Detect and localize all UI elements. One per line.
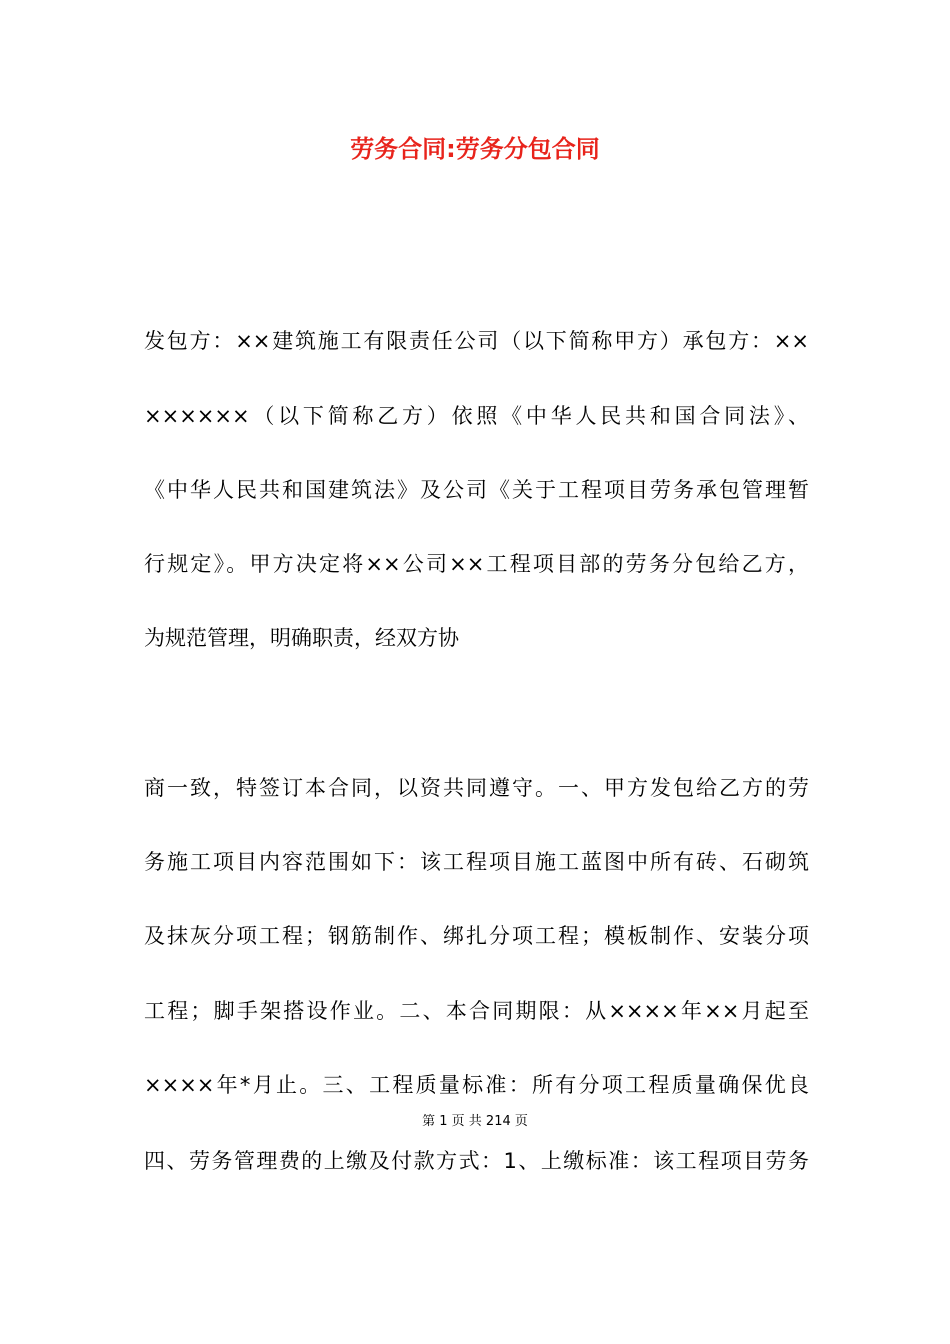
paragraph2-line-3: 及抹灰分项工程；钢筋制作、绑扎分项工程；模板制作、安装分项 xyxy=(144,924,809,948)
paragraph2-line-1: 商一致，特签订本合同，以资共同遵守。一、甲方发包给乙方的劳 xyxy=(144,776,809,800)
paragraph2-line-6: 四、劳务管理费的上缴及付款方式：1、上缴标准：该工程项目劳务 xyxy=(144,1149,809,1173)
paragraph2-line-2: 务施工项目内容范围如下：该工程项目施工蓝图中所有砖、石砌筑 xyxy=(144,850,809,874)
page-footer: 第 1 页 共 214 页 xyxy=(422,1114,528,1129)
paragraph1-line-2: ××××××（以下简称乙方）依照《中华人民共和国合同法》、 xyxy=(144,404,809,428)
document-title: 劳务合同:劳务分包合同 xyxy=(350,135,600,163)
paragraph1-line-3: 《中华人民共和国建筑法》及公司《关于工程项目劳务承包管理暂 xyxy=(144,478,809,502)
paragraph1-line-5: 为规范管理，明确职责，经双方协 xyxy=(144,626,459,650)
paragraph1-line-4: 行规定》。甲方决定将××公司××工程项目部的劳务分包给乙方， xyxy=(144,552,809,576)
paragraph2-line-4: 工程；脚手架搭设作业。二、本合同期限：从××××年××月起至 xyxy=(144,999,809,1023)
paragraph1-line-1: 发包方：××建筑施工有限责任公司（以下简称甲方）承包方：×× xyxy=(144,329,809,353)
paragraph2-line-5: ××××年*月止。三、工程质量标准：所有分项工程质量确保优良 xyxy=(144,1073,809,1097)
